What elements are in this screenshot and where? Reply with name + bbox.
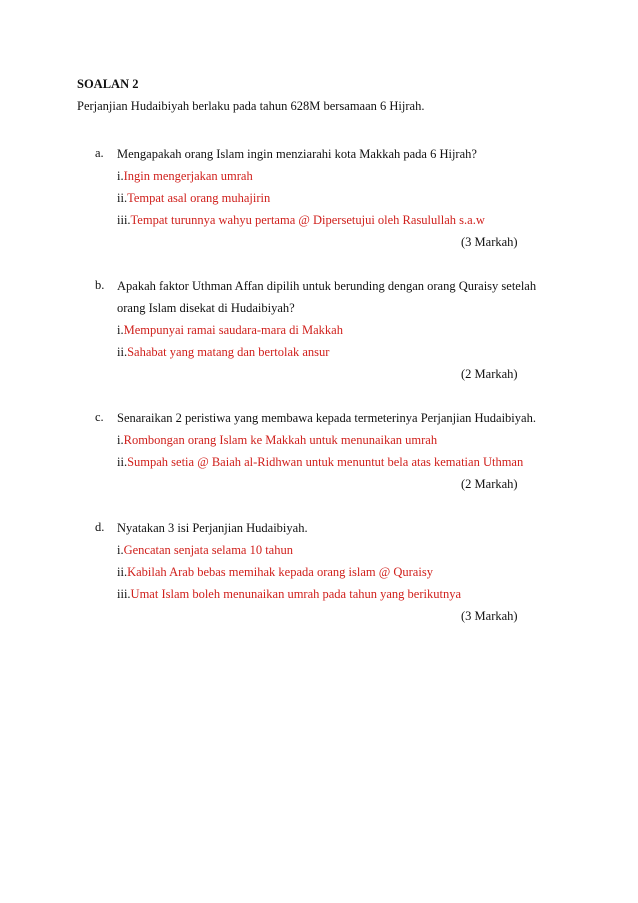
intro-text: Perjanjian Hudaibiyah berlaku pada tahun 628M bersamaan 6 Hijrah.: [77, 99, 425, 113]
answer-line: [117, 432, 437, 448]
answer-line: [117, 344, 329, 360]
answer-number: iii.: [117, 587, 131, 601]
answer-line: [117, 212, 485, 228]
answer-text: Umat Islam boleh menunaikan umrah pada tahun yang berikutnya: [130, 587, 462, 601]
answer-number: ii.: [117, 565, 128, 579]
question-letter: a.: [95, 146, 104, 160]
marks-label: (2 Markah): [461, 367, 518, 381]
question-letter: d.: [95, 520, 105, 534]
answer-text: Tempat asal orang muhajirin: [127, 191, 271, 205]
marks-label: (3 Markah): [461, 609, 518, 623]
answer-number: ii.: [117, 455, 128, 469]
marks-label: (2 Markah): [461, 477, 518, 491]
question-text: Senaraikan 2 peristiwa yang membawa kepada termeterinya Perjanjian Hudaibiyah.: [117, 411, 536, 425]
answer-line: [117, 168, 253, 184]
answer-number: i.: [117, 323, 124, 337]
question-text: Mengapakah orang Islam ingin menziarahi kota Makkah pada 6 Hijrah?: [117, 147, 477, 161]
answer-line: [117, 564, 433, 580]
question-text: orang Islam disekat di Hudaibiyah?: [117, 301, 295, 315]
answer-text: Sahabat yang matang dan bertolak ansur: [127, 345, 330, 359]
answer-text: Tempat turunnya wahyu pertama @ Dipersetujui oleh Rasulullah s.a.w: [130, 213, 485, 227]
answer-line: [117, 322, 343, 338]
question-text: Apakah faktor Uthman Affan dipilih untuk berunding dengan orang Quraisy setelah: [117, 279, 537, 293]
answer-number: i.: [117, 169, 124, 183]
answer-line: [117, 190, 270, 206]
answer-text: Kabilah Arab bebas memihak kepada orang islam @ Quraisy: [127, 565, 433, 579]
answer-text: Gencatan senjata selama 10 tahun: [123, 543, 293, 557]
answer-line: [117, 586, 461, 602]
question-letter: b.: [95, 278, 105, 292]
question-letter: c.: [95, 410, 104, 424]
answer-text: Rombongan orang Islam ke Makkah untuk menunaikan umrah: [123, 433, 438, 447]
question-text: Nyatakan 3 isi Perjanjian Hudaibiyah.: [117, 521, 308, 535]
answer-text: Mempunyai ramai saudara-mara di Makkah: [123, 323, 343, 337]
section-heading: SOALAN 2: [77, 77, 139, 91]
answer-text: Sumpah setia @ Baiah al-Ridhwan untuk menuntut bela atas kematian Uthman: [127, 455, 524, 469]
answer-number: ii.: [117, 345, 128, 359]
answer-text: Ingin mengerjakan umrah: [123, 169, 253, 183]
answer-number: i.: [117, 543, 124, 557]
answer-number: i.: [117, 433, 124, 447]
answer-number: ii.: [117, 191, 128, 205]
answer-line: [117, 454, 523, 470]
marks-label: (3 Markah): [461, 235, 518, 249]
answer-number: iii.: [117, 213, 131, 227]
answer-line: [117, 542, 293, 558]
